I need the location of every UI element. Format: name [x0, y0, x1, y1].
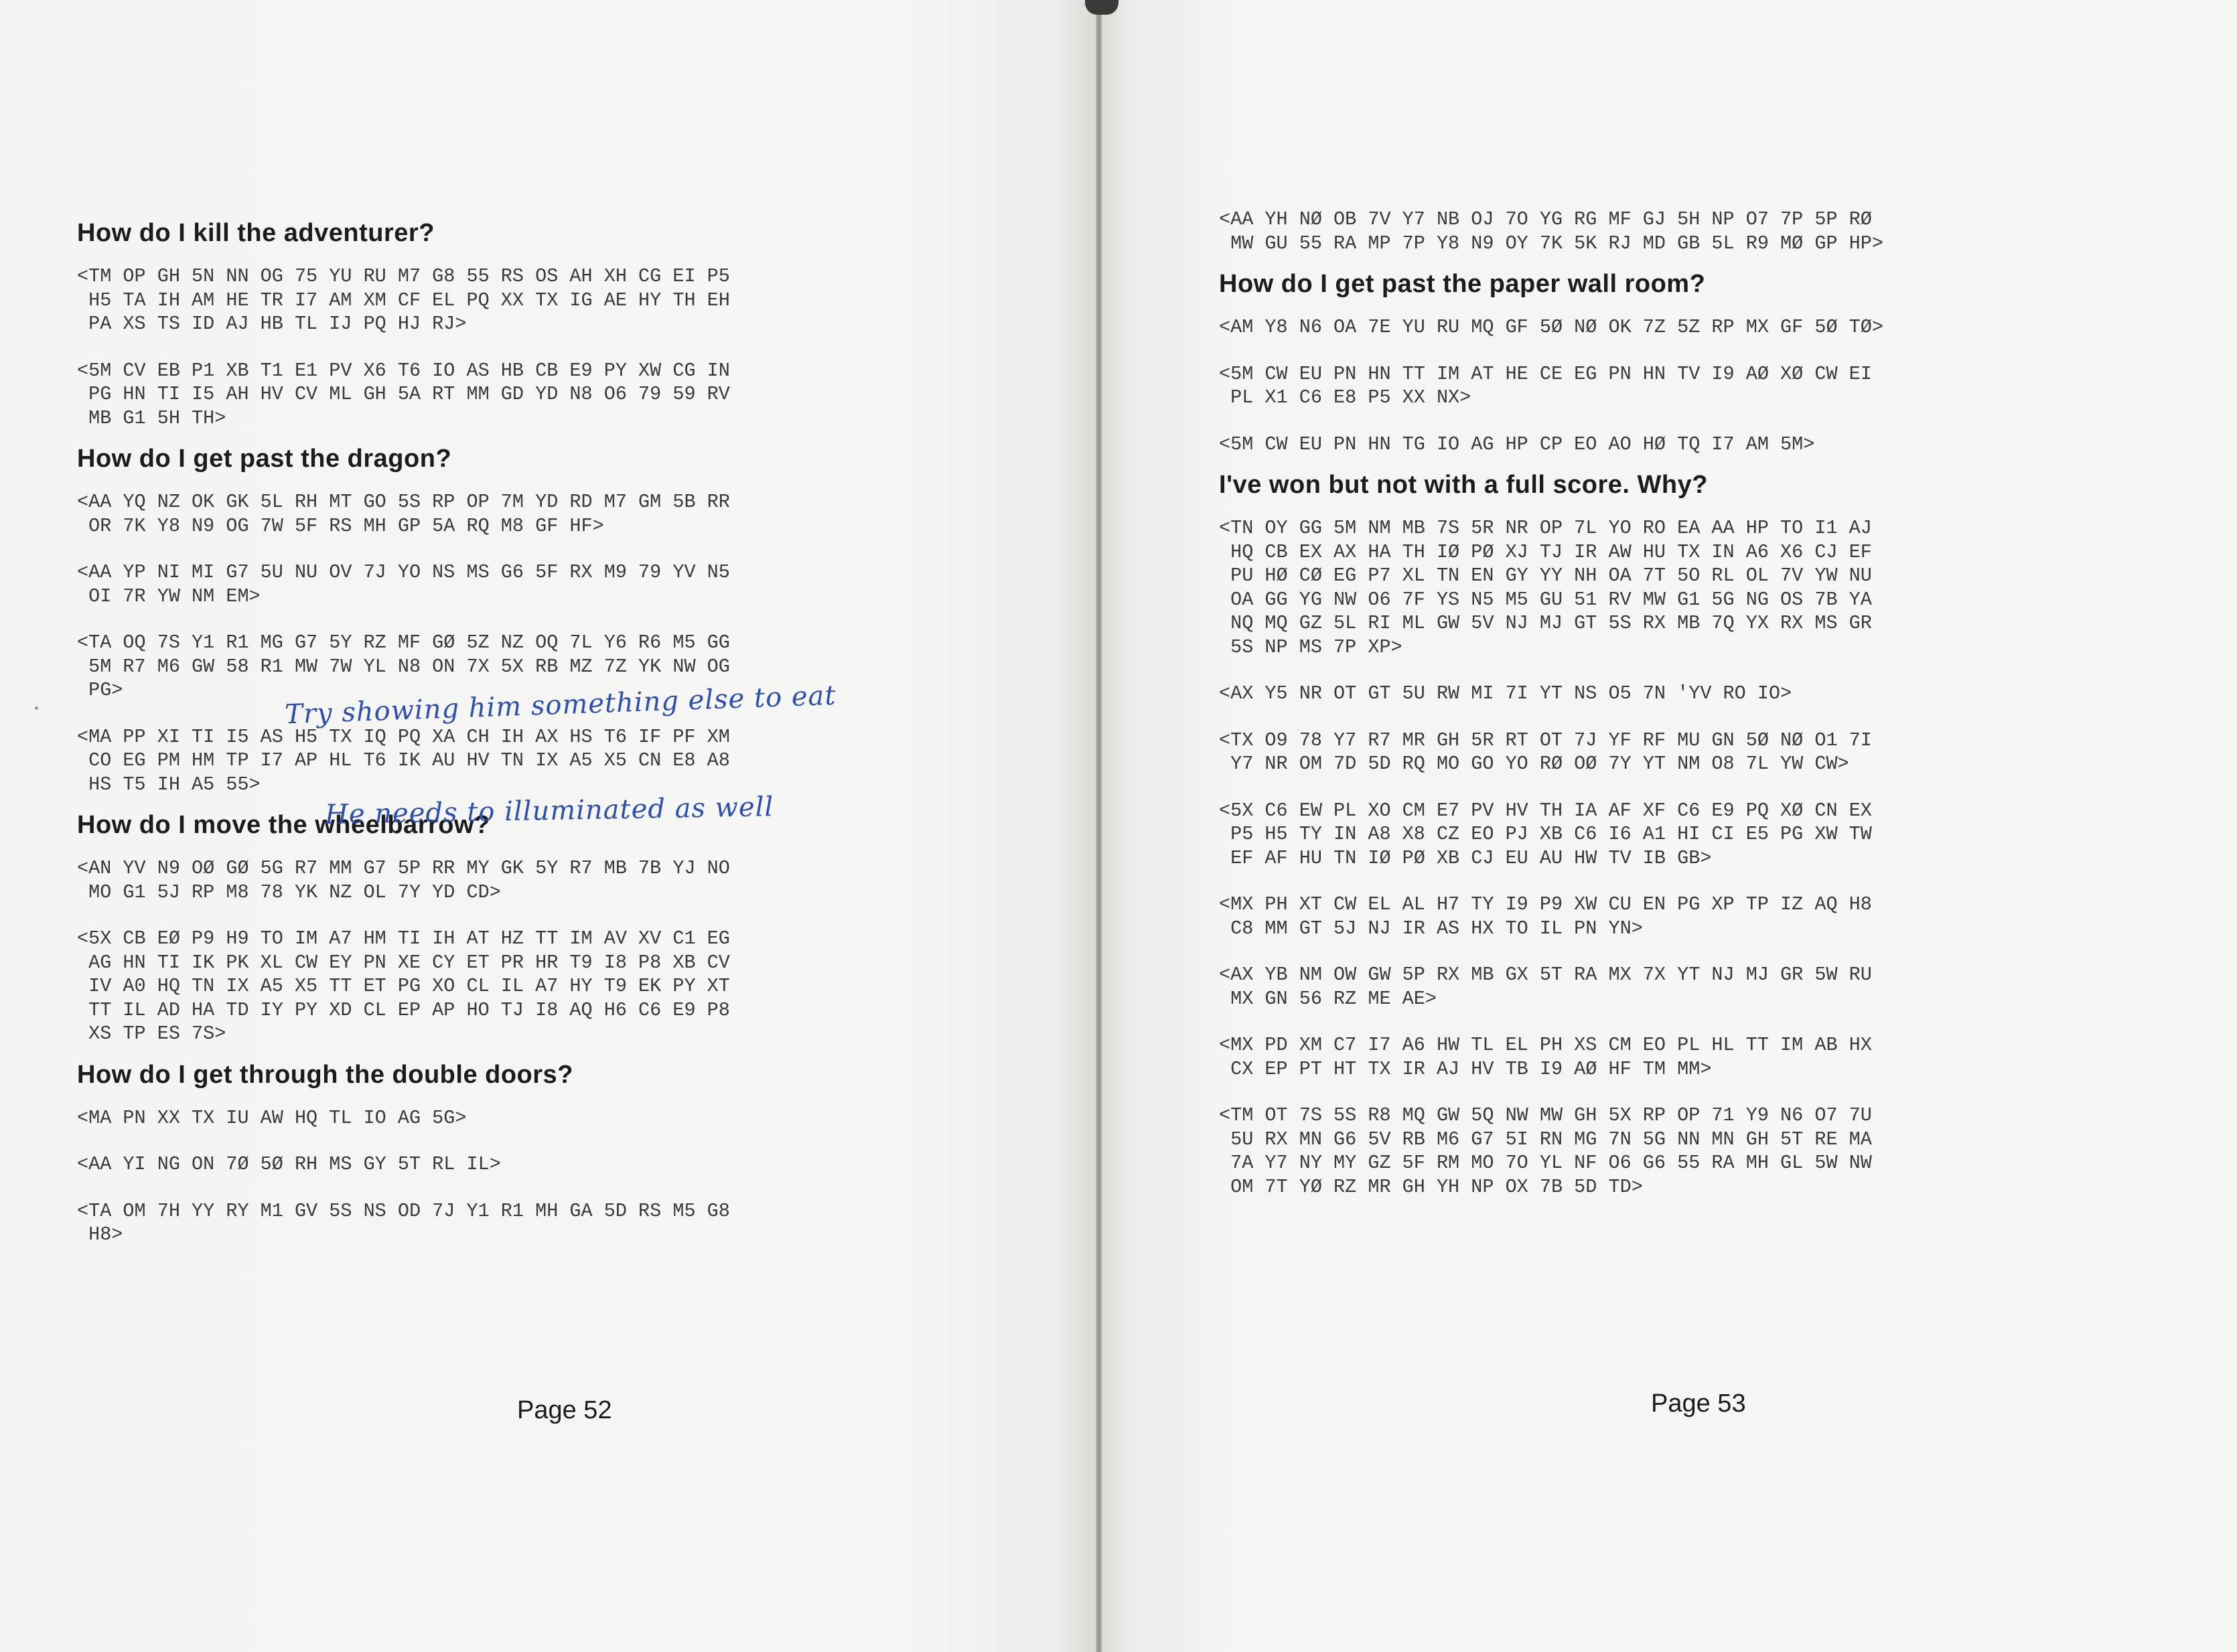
right-page-content: [1219, 208, 2039, 1199]
left-page-content: [77, 218, 904, 1247]
book-gutter: [1096, 0, 1102, 1652]
hint-code: <5M CV EB P1 XB T1 E1 PV X6 T6 IO AS HB CB E9 PY XW CG IN PG HN TI I5 AH HV CV ML GH 5A RT MM GD YD N8 O6 79 59 RV MB G1 5H TH>: [77, 359, 730, 429]
right-page: [1098, 0, 2237, 1652]
hint-code: <MX PH XT CW EL AL H7 TY I9 P9 XW CU EN PG XP TP IZ AQ H8 C8 MM GT 5J NJ IR AS HX TO IL PN YN>: [1219, 893, 1872, 940]
hint-code: <5X C6 EW PL XO CM E7 PV HV TH IA AF XF C6 E9 PQ XØ CN EX P5 H5 TY IN A8 X8 CZ EO PJ XB C6 I6 A1 HI CI E5 PG XW TW EF AF HU TN IØ PØ XB CJ EU AU HW TV IB GB>: [1219, 799, 1872, 869]
question-heading: How do I get past the dragon?: [77, 445, 452, 473]
page-number: Page 53: [1651, 1390, 1746, 1418]
question-heading: I've won but not with a full score. Why?: [1219, 471, 1708, 499]
hint-code: <TM OT 7S 5S R8 MQ GW 5Q NW MW GH 5X RP OP 71 Y9 N6 O7 7U 5U RX MN G6 5V RB M6 G7 5I RN MG 7N 5G NN MN GH 5T RE MA 7A Y7 NY MY GZ 5F RM MO 7O YL NF O6 G6 55 RA MH GL 5W NW OM 7T YØ RZ MR GH YH NP OX 7B 5D TD>: [1219, 1104, 1872, 1198]
hint-code: <5X CB EØ P9 H9 TO IM A7 HM TI IH AT HZ TT IM AV XV C1 EG AG HN TI IK PK XL CW EY PN XE CY ET PR HR T9 I8 P8 XB CV IV A0 HQ TN IX A5 X5 TT ET PG XO CL IL A7 HY T9 EK PY XT TT IL AD HA TD IY PY XD CL EP AP HO TJ I8 AQ H6 C6 E9 P8 XS TP ES 7S>: [77, 927, 730, 1045]
hint-code: <5M CW EU PN HN TG IO AG HP CP EO AO HØ TQ I7 AM 5M>: [1219, 433, 1815, 455]
hint-code: <AM Y8 N6 OA 7E YU RU MQ GF 5Ø NØ OK 7Z 5Z RP MX GF 5Ø TØ>: [1219, 316, 1883, 338]
question-heading: How do I get through the double doors?: [77, 1060, 573, 1089]
hint-code: <MX PD XM C7 I7 A6 HW TL EL PH XS CM EO PL HL TT IM AB HX CX EP PT HT TX IR AJ HV TB I9 AØ HF TM MM>: [1219, 1034, 1872, 1080]
question-heading: How do I get past the paper wall room?: [1219, 270, 1706, 298]
hint-code: <TM OP GH 5N NN OG 75 YU RU M7 G8 55 RS OS AH XH CG EI P5 H5 TA IH AM HE TR I7 AM XM CF EL PQ XX TX IG AE HY TH EH PA XS TS ID AJ HB TL IJ PQ HJ RJ>: [77, 265, 730, 335]
hint-code: <TX O9 78 Y7 R7 MR GH 5R RT OT 7J YF RF MU GN 5Ø NØ O1 7I Y7 NR OM 7D 5D RQ MO GO YO RØ OØ 7Y YT NM O8 7L YW CW>: [1219, 729, 1872, 775]
hint-code: <TN OY GG 5M NM MB 7S 5R NR OP 7L YO RO EA AA HP TO I1 AJ HQ CB EX AX HA TH IØ PØ XJ TJ IR AW HU TX IN A6 X6 CJ EF PU HØ CØ EG P7 XL TN EN GY YY NH OA 7T 5O RL OL 7V YW NU OA GG YG NW O6 7F YS N5 M5 GU 51 RV MW G1 5G NG OS 7B YA NQ MQ GZ 5L RI ML GW 5V NJ MJ GT 5S RX MB 7Q YX RX MS GR 5S NP MS 7P XP>: [1219, 517, 1872, 658]
hint-code: <AA YQ NZ OK GK 5L RH MT GO 5S RP OP 7M YD RD M7 GM 5B RR OR 7K Y8 N9 OG 7W 5F RS MH GP 5A RQ M8 GF HF>: [77, 491, 730, 537]
hint-code: <AA YH NØ OB 7V Y7 NB OJ 7O YG RG MF GJ 5H NP O7 7P 5P RØ MW GU 55 RA MP 7P Y8 N9 OY 7K 5K RJ MD GB 5L R9 MØ GP HP>: [1219, 208, 1883, 254]
hint-code: <AN YV N9 OØ GØ 5G R7 MM G7 5P RR MY GK 5Y R7 MB 7B YJ NO MO G1 5J RP M8 78 YK NZ OL 7Y YD CD>: [77, 857, 730, 903]
hint-code: <MA PP XI TI I5 AS H5 TX IQ PQ XA CH IH AX HS T6 IF PF XM CO EG PM HM TP I7 AP HL T6 IK AU HV TN IX A5 X5 CN E8 A8 HS T5 IH A5 55>: [77, 725, 730, 796]
hint-code: <5M CW EU PN HN TT IM AT HE CE EG PN HN TV I9 AØ XØ CW EI PL X1 C6 E8 P5 XX NX>: [1219, 362, 1872, 408]
page-number: Page 52: [517, 1396, 612, 1424]
hint-code: <AX YB NM OW GW 5P RX MB GX 5T RA MX 7X YT NJ MJ GR 5W RU MX GN 56 RZ ME AE>: [1219, 964, 1872, 1010]
hint-code: <AA YP NI MI G7 5U NU OV 7J YO NS MS G6 5F RX M9 79 YV N5 OI 7R YW NM EM>: [77, 561, 730, 607]
hint-code: <AA YI NG ON 7Ø 5Ø RH MS GY 5T RL IL>: [77, 1153, 501, 1175]
handwritten-note: He needs to illuminated as well: [324, 792, 774, 830]
hint-code: <AX Y5 NR OT GT 5U RW MI 7I YT NS O5 7N 'YV RO IO>: [1219, 682, 1792, 704]
handwritten-note: Try showing him something else to eat: [284, 680, 837, 731]
question-heading: How do I kill the adventurer?: [77, 219, 435, 247]
left-page: [0, 0, 1098, 1652]
question-heading: How do I move the wheelbarrow?: [77, 811, 490, 839]
hint-code: <MA PN XX TX IU AW HQ TL IO AG 5G>: [77, 1106, 467, 1129]
hint-code: <TA OQ 7S Y1 R1 MG G7 5Y RZ MF GØ 5Z NZ OQ 7L Y6 R6 M5 GG 5M R7 M6 GW 58 R1 MW 7W YL N8 ON 7X 5X RB MZ 7Z YK NW OG PG>: [77, 631, 730, 701]
paper-speck: [35, 706, 38, 710]
hint-code: <TA OM 7H YY RY M1 GV 5S NS OD 7J Y1 R1 MH GA 5D RS M5 G8 H8>: [77, 1199, 730, 1246]
